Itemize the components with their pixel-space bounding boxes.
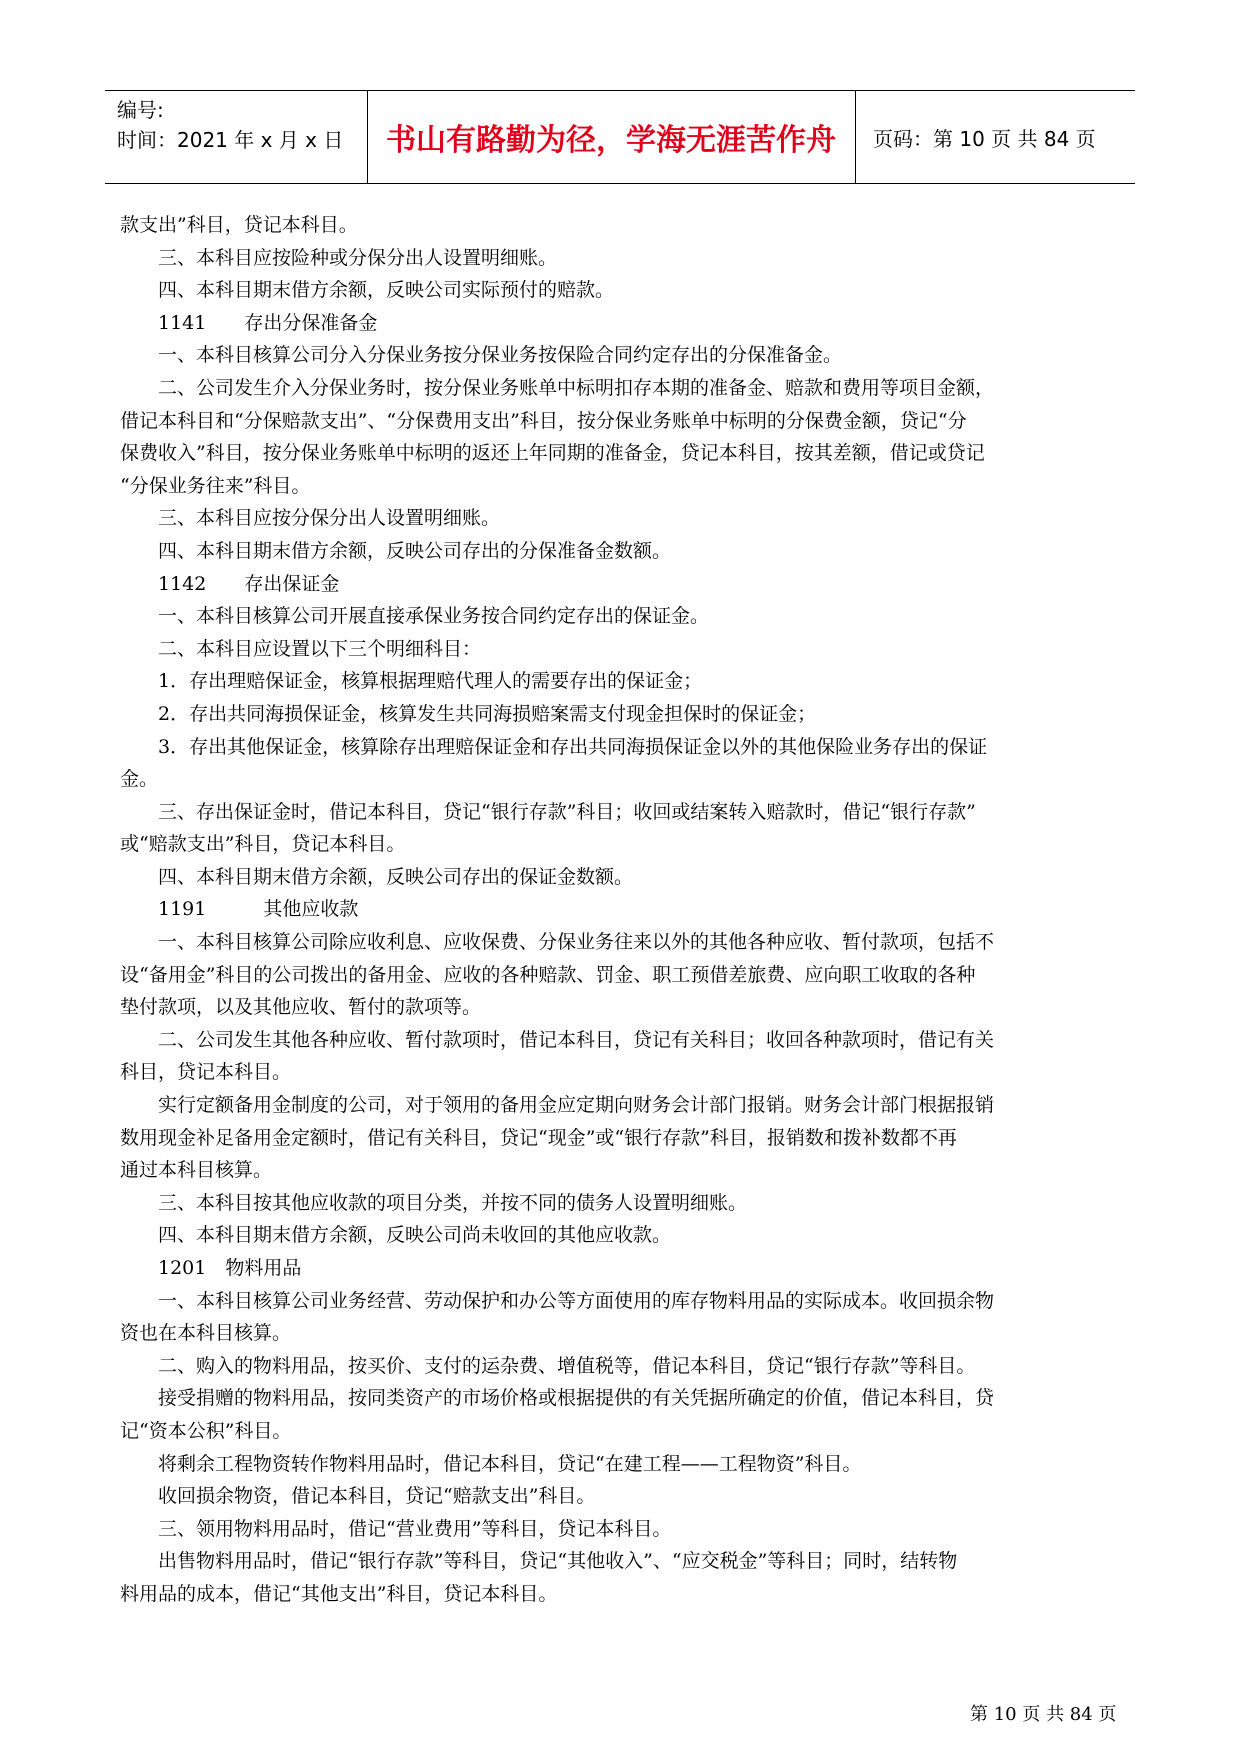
text-line: 四、本科目期末借方余额，反映公司尚未收回的其他应收款。 — [120, 1224, 672, 1247]
document-time-label: 时间：2021 年 x 月 x 日 — [117, 128, 344, 152]
text-line: 出售物料用品时，借记“银行存款”等科目，贷记“其他收入”、“应交税金”等科目；同时，结转物 — [120, 1550, 958, 1573]
text-line: 三、本科目应按险种或分保分出人设置明细账。 — [120, 246, 558, 269]
text-line: 1201 物料用品 — [120, 1257, 302, 1279]
text-line: 接受捐赠的物料用品，按同类资产的市场价格或根据提供的有关凭据所确定的价值，借记本科目，贷 — [120, 1387, 995, 1410]
text-line: 2．存出共同海损保证金，核算发生共同海损赔案需支付现金担保时的保证金； — [120, 702, 817, 725]
text-line: 1191 其他应收款 — [120, 898, 359, 921]
page-header — [105, 90, 1135, 184]
text-line: 金。 — [120, 768, 159, 791]
text-line: 二、公司发生介入分保业务时，按分保业务账单中标明扣存本期的准备金、赔款和费用等项目金额， — [120, 376, 995, 399]
text-line: 三、本科目按其他应收款的项目分类，并按不同的债务人设置明细账。 — [120, 1191, 748, 1214]
header-meta — [117, 95, 343, 155]
text-line: 科目，贷记本科目。 — [120, 1061, 292, 1084]
text-line: 二、公司发生其他各种应收、暂付款项时，借记本科目，贷记有关科目；收回各种款项时，借记有关 — [120, 1028, 995, 1051]
text-line: 将剩余工程物资转作物料用品时，借记本科目，贷记“在建工程——工程物资”科目。 — [120, 1452, 862, 1475]
text-line: 记“资本公积”科目。 — [120, 1419, 292, 1442]
header-motto: 书山有路勤为径，学海无涯苦作舟 — [386, 123, 836, 158]
text-line: 借记本科目和“分保赔款支出”、“分保费用支出”科目，按分保业务账单中标明的分保费金额，贷记“分 — [120, 409, 967, 432]
page-footer: 第 10 页 共 84 页 — [970, 1704, 1117, 1725]
text-line: 或“赔款支出”科目，贷记本科目。 — [120, 833, 406, 856]
document-body — [120, 209, 1130, 1611]
text-line: 一、本科目核算公司除应收利息、应收保费、分保业务往来以外的其他各种应收、暂付款项，包括不 — [120, 931, 995, 954]
text-line: “分保业务往来”科目。 — [120, 474, 311, 497]
header-page-label: 页码：第 10 页 共 84 页 — [873, 126, 1096, 151]
text-line: 四、本科目期末借方余额，反映公司实际预付的赔款。 — [120, 279, 615, 302]
text-line: 二、本科目应设置以下三个明细科目： — [120, 637, 482, 660]
text-line: 1142 存出保证金 — [120, 572, 340, 595]
text-line: 通过本科目核算。 — [120, 1159, 273, 1182]
text-line: 款支出”科目，贷记本科目。 — [120, 214, 358, 236]
text-line: 三、存出保证金时，借记本科目，贷记“银行存款”科目；收回或结案转入赔款时，借记“银行存款” — [120, 800, 976, 823]
document-number-label: 编号: — [117, 98, 164, 122]
text-line: 一、本科目核算公司开展直接承保业务按合同约定存出的保证金。 — [120, 605, 710, 628]
text-line: 1141 存出分保准备金 — [120, 311, 378, 334]
text-line: 垫付款项，以及其他应收、暂付的款项等。 — [120, 996, 482, 1019]
text-line: 一、本科目核算公司分入分保业务按分保业务按保险合同约定存出的分保准备金。 — [120, 344, 843, 367]
text-line: 资也在本科目核算。 — [120, 1322, 292, 1345]
text-line: 保费收入”科目，按分保业务账单中标明的返还上年同期的准备金，贷记本科目，按其差额，借记或贷记 — [120, 442, 985, 465]
text-line: 二、购入的物料用品，按买价、支付的运杂费、增值税等，借记本科目，贷记“银行存款”等科目。 — [120, 1354, 976, 1377]
text-line: 三、领用物料用品时，借记“营业费用”等科目，贷记本科目。 — [120, 1517, 672, 1540]
text-line: 一、本科目核算公司业务经营、劳动保护和办公等方面使用的库存物料用品的实际成本。收回损余物 — [120, 1289, 995, 1312]
text-line: 3．存出其他保证金，核算除存出理赔保证金和存出共同海损保证金以外的其他保险业务存出的保证 — [120, 735, 988, 758]
text-line: 数用现金补足备用金定额时，借记有关科目，贷记“现金”或“银行存款”科目，报销数和拨补数都不再 — [120, 1126, 957, 1149]
text-line: 料用品的成本，借记“其他支出”科目，贷记本科目。 — [120, 1582, 558, 1605]
text-line: 四、本科目期末借方余额，反映公司存出的保证金数额。 — [120, 865, 634, 888]
header-divider — [855, 91, 856, 183]
text-line: 收回损余物资，借记本科目，贷记“赔款支出”科目。 — [120, 1485, 596, 1508]
text-line: 三、本科目应按分保分出人设置明细账。 — [120, 507, 501, 530]
text-line: 1．存出理赔保证金，核算根据理赔代理人的需要存出的保证金； — [120, 670, 703, 693]
text-line: 实行定额备用金制度的公司，对于领用的备用金应定期向财务会计部门报销。财务会计部门根据报销 — [120, 1094, 995, 1117]
text-line: 四、本科目期末借方余额，反映公司存出的分保准备金数额。 — [120, 539, 672, 562]
text-line: 设“备用金”科目的公司拨出的备用金、应收的各种赔款、罚金、职工预借差旅费、应向职工收取的各种 — [120, 963, 976, 986]
